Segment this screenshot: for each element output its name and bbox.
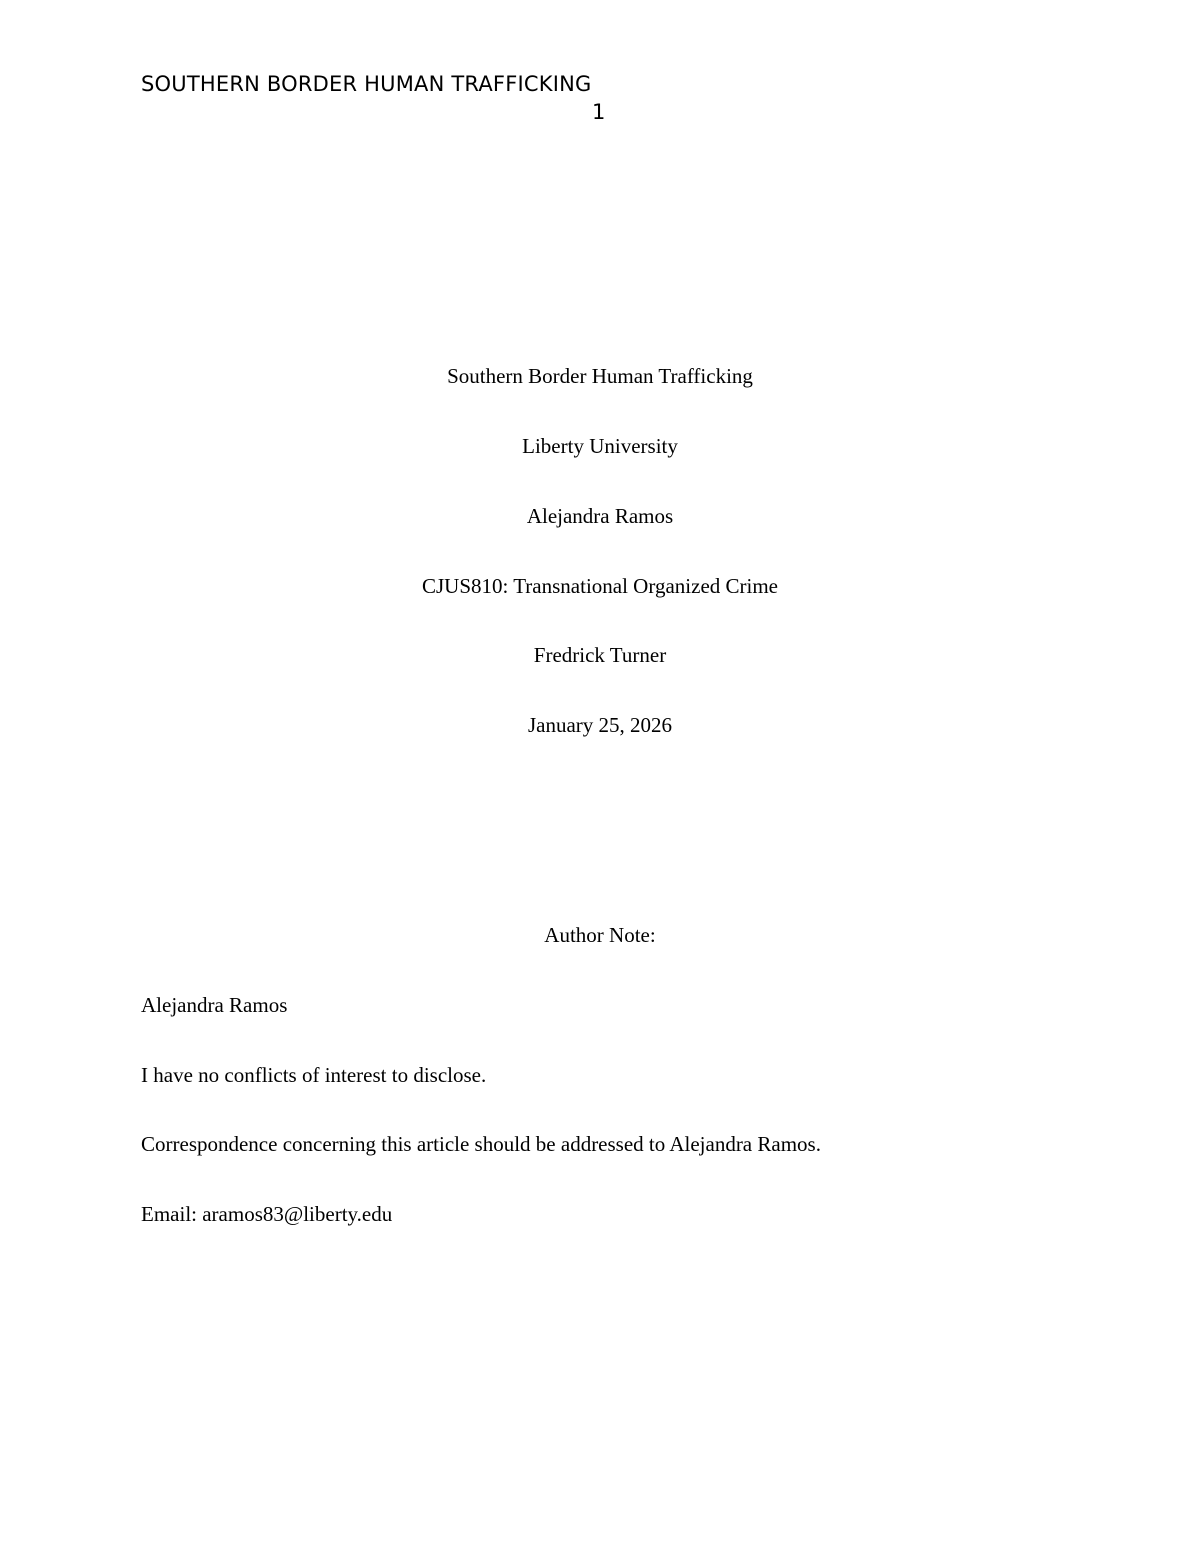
page-number: 1 (592, 100, 606, 124)
conflict-disclosure: I have no conflicts of interest to disclose. (141, 1063, 487, 1087)
course-name: CJUS810: Transnational Organized Crime (421, 574, 778, 598)
running-head: SOUTHERN BORDER HUMAN TRAFFICKING (141, 72, 592, 96)
author-name: Alejandra Ramos (526, 504, 674, 528)
paper-title: Southern Border Human Trafficking (447, 364, 753, 388)
email-line: Email: aramos83@liberty.edu (141, 1202, 393, 1226)
author-note-heading: Author Note: (544, 923, 656, 947)
institution: Liberty University (522, 434, 678, 458)
due-date: January 25, 2026 (527, 713, 673, 737)
correspondence-line: Correspondence concerning this article should be addressed to Alejandra Ramos. (141, 1132, 821, 1156)
instructor-name: Fredrick Turner (533, 643, 667, 667)
author-note-name: Alejandra Ramos (141, 993, 288, 1017)
